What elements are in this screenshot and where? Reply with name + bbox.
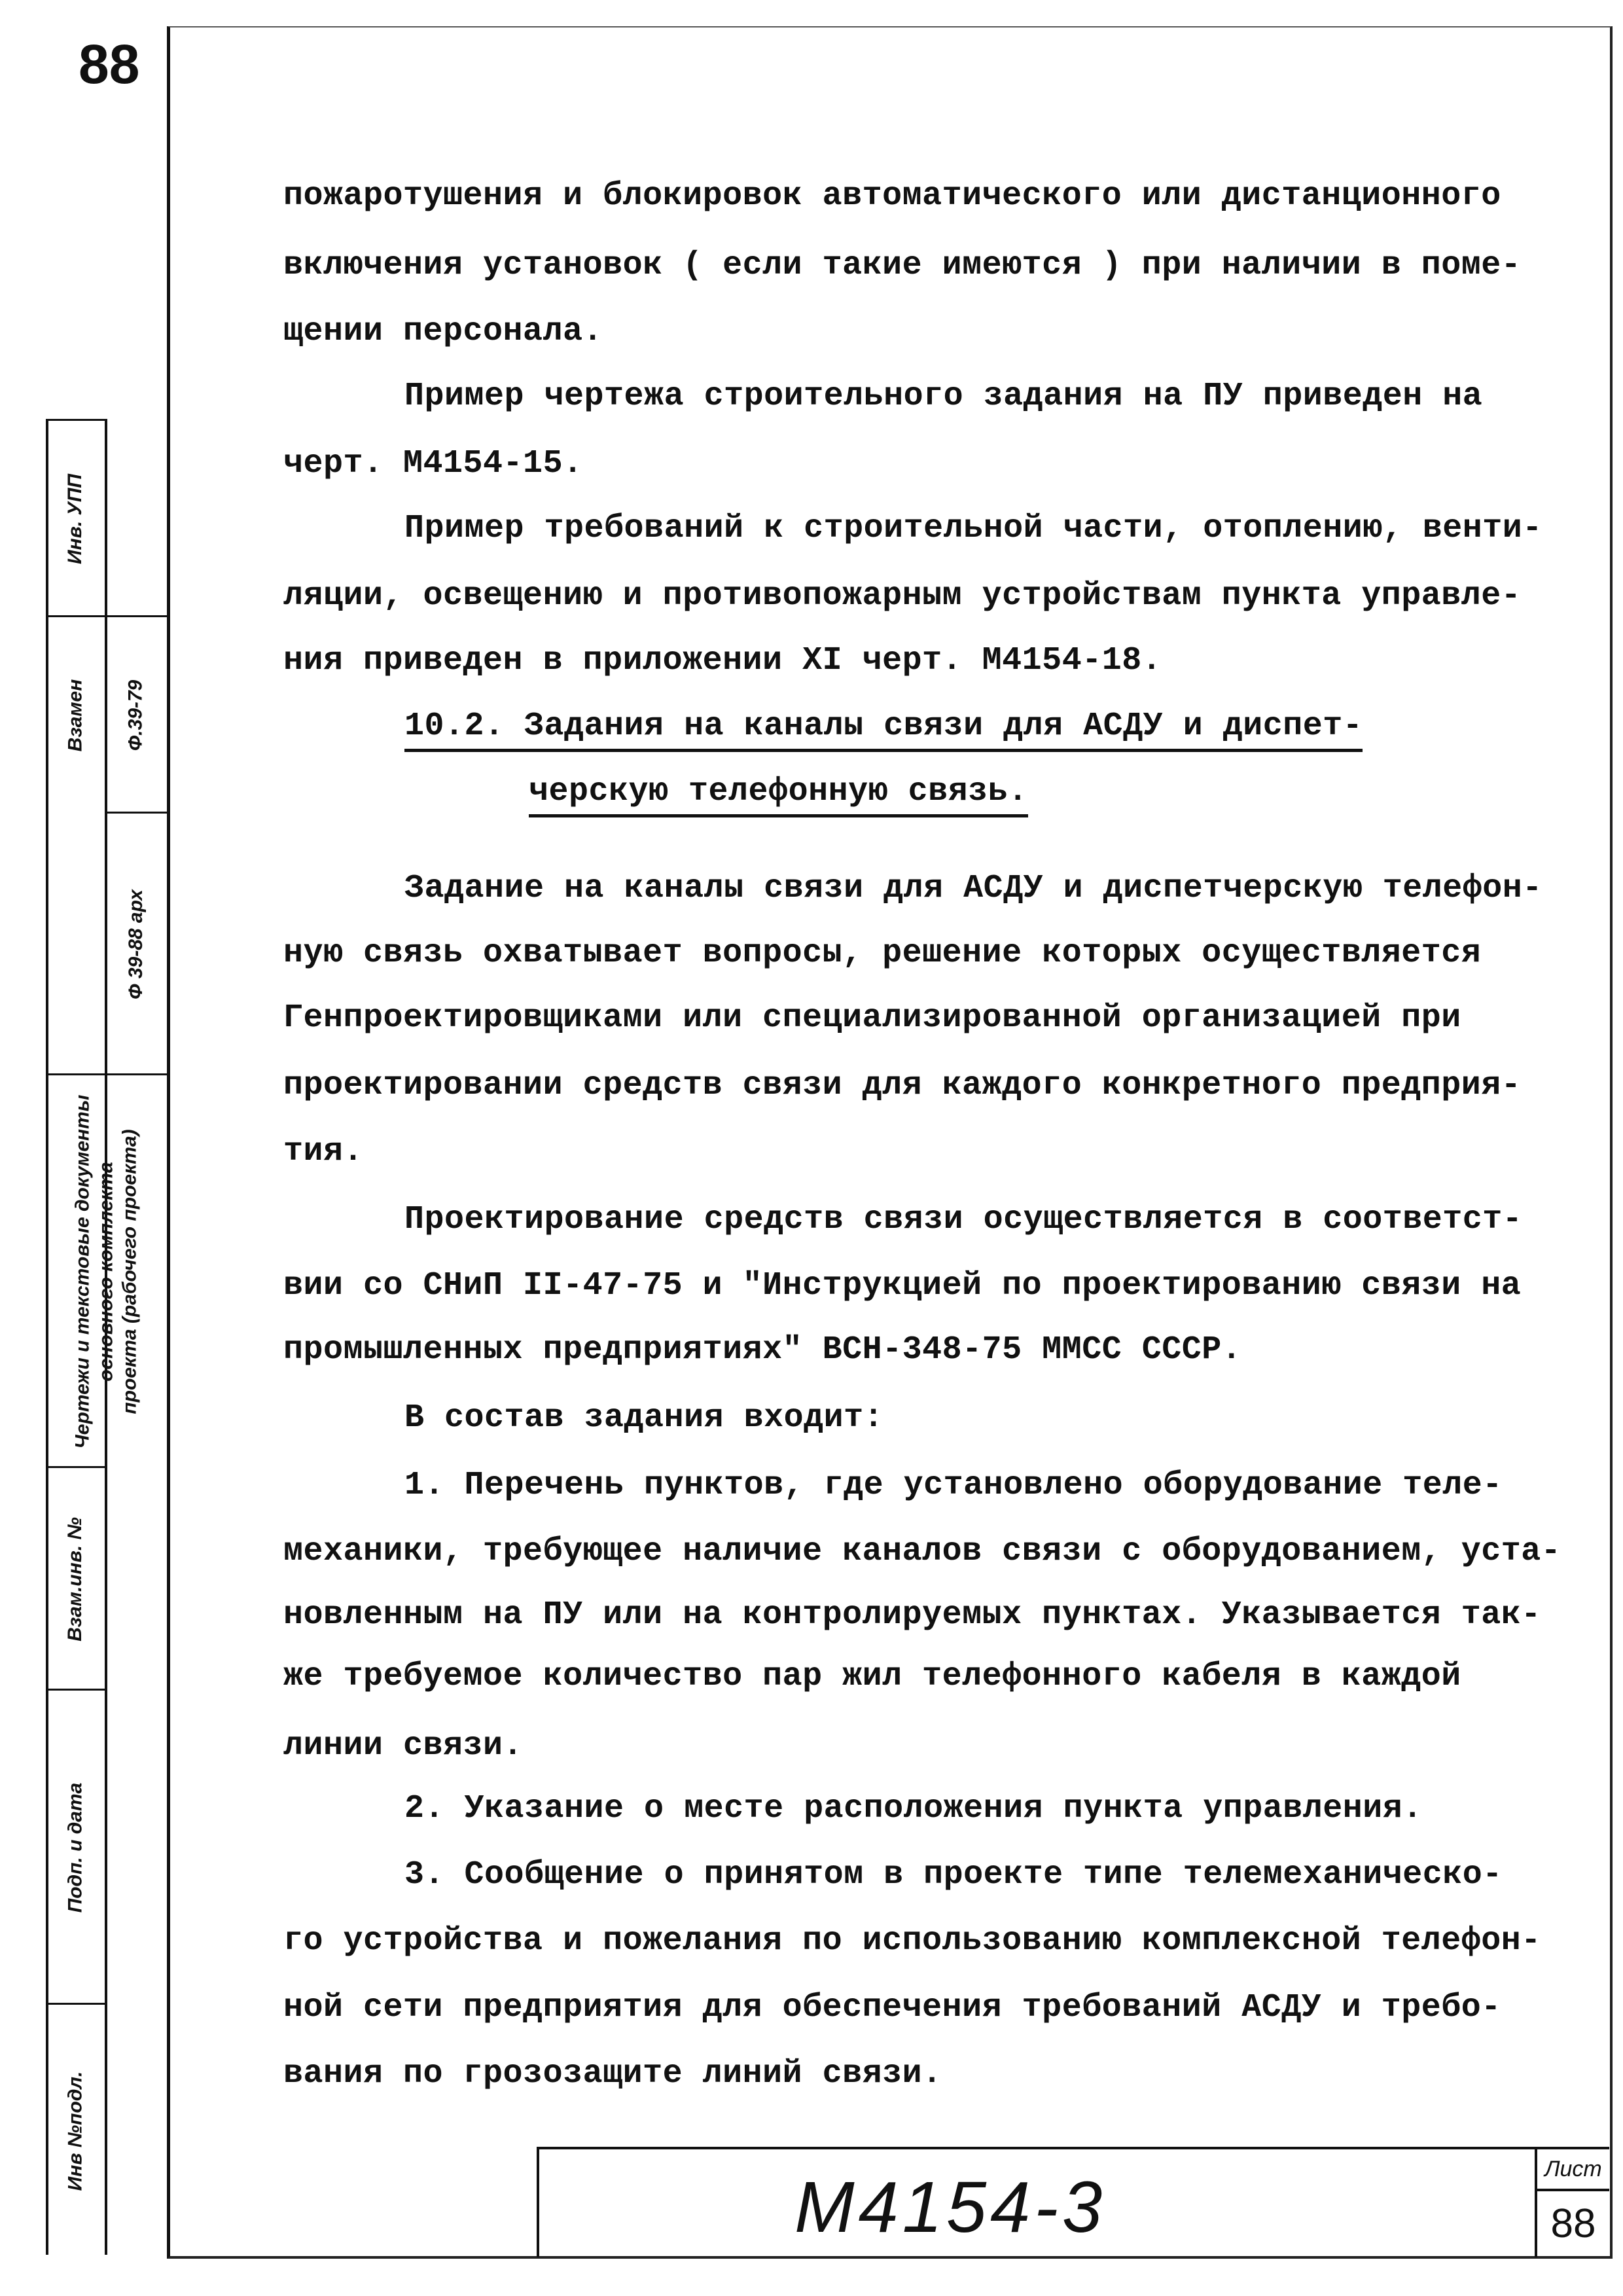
inv-no-podl-label: Инв №подл. bbox=[64, 2071, 86, 2191]
section-heading: 10.2. Задания на каналы связи для АСДУ и диспет- bbox=[404, 707, 1363, 752]
text-line: вии со СНиП II-47-75 и "Инструкцией по проектированию связи на bbox=[283, 1267, 1522, 1304]
text-line: ную связь охватывает вопросы, решение которых осуществляется bbox=[283, 935, 1482, 972]
text-line: В состав задания входит: bbox=[404, 1399, 884, 1437]
text-line: Задание на каналы связи для АСДУ и диспетчерскую телефон- bbox=[404, 870, 1543, 907]
sheet-label: Лист bbox=[1537, 2149, 1609, 2191]
inv-label: Инв. УПП bbox=[64, 474, 86, 564]
sheet-box bbox=[1535, 2149, 1609, 2257]
vzamen-label: Взамен bbox=[64, 679, 86, 752]
document-code: М4154-3 bbox=[794, 2167, 1107, 2248]
text-line: вания по грозозащите линий связи. bbox=[283, 2055, 942, 2092]
sheet-number: 88 bbox=[1550, 2201, 1596, 2246]
text-line: же требуемое количество пар жил телефонного кабеля в каждой bbox=[283, 1658, 1461, 1695]
text-line: 3. Сообщение о принятом в проекте типе телемеханическо- bbox=[404, 1856, 1503, 1893]
title-block bbox=[537, 2147, 1609, 2257]
text-line: тия. bbox=[283, 1133, 364, 1170]
drawings-label: Чертежи и текстовые документы основного комплекта проекта (рабочего проекта) bbox=[71, 1094, 141, 1449]
text-line: щении персонала. bbox=[283, 313, 603, 350]
text-line: го устройства и пожелания по использованию комплексной телефон- bbox=[283, 1922, 1541, 1960]
text-line: Пример требований к строительной части, отоплению, венти- bbox=[404, 510, 1543, 547]
vzam-inv-label: Взам.инв. № bbox=[64, 1517, 86, 1641]
page-number: 88 bbox=[79, 33, 140, 95]
text-line: ной сети предприятия для обеспечения требований АСДУ и требо- bbox=[283, 1989, 1501, 2026]
text-line: ния приведен в приложении XI черт. М4154-18. bbox=[283, 642, 1162, 679]
text-line: проектировании средств связи для каждого конкретного предприя- bbox=[283, 1067, 1522, 1104]
text-line: Генпроектировщиками или специализированной организацией при bbox=[283, 999, 1461, 1037]
text-line: 1. Перечень пунктов, где установлено оборудование теле- bbox=[404, 1467, 1503, 1504]
text-line: механики, требующее наличие каналов связи с оборудованием, уста- bbox=[283, 1533, 1561, 1570]
text-line: Пример чертежа строительного задания на ПУ приведен на bbox=[404, 378, 1483, 415]
text-line: новленным на ПУ или на контролируемых пунктах. Указывается так- bbox=[283, 1596, 1541, 1634]
archive-number: Ф 39-88 арх bbox=[124, 889, 147, 999]
section-heading-cont: черскую телефонную связь. bbox=[529, 772, 1028, 817]
text-line: Проектирование средств связи осуществляется в соответст- bbox=[404, 1201, 1523, 1238]
side-stamp bbox=[46, 419, 167, 2255]
text-line: 2. Указание о месте расположения пункта управления. bbox=[404, 1790, 1423, 1827]
text-line: линии связи. bbox=[283, 1727, 524, 1765]
text-line: пожаротушения и блокировок автоматического или дистанционного bbox=[283, 177, 1501, 215]
text-line: промышленных предприятиях" ВСН-348-75 ММСС СССР. bbox=[283, 1331, 1242, 1369]
text-line: черт. М4154-15. bbox=[283, 445, 583, 482]
vzamen-value: Ф.39-79 bbox=[124, 679, 147, 751]
text-line: ляции, освещению и противопожарным устройствам пункта управле- bbox=[283, 577, 1522, 615]
podp-i-data-label: Подп. и дата bbox=[64, 1782, 86, 1913]
text-line: включения установок ( если такие имеются ) при наличии в поме- bbox=[283, 247, 1522, 284]
